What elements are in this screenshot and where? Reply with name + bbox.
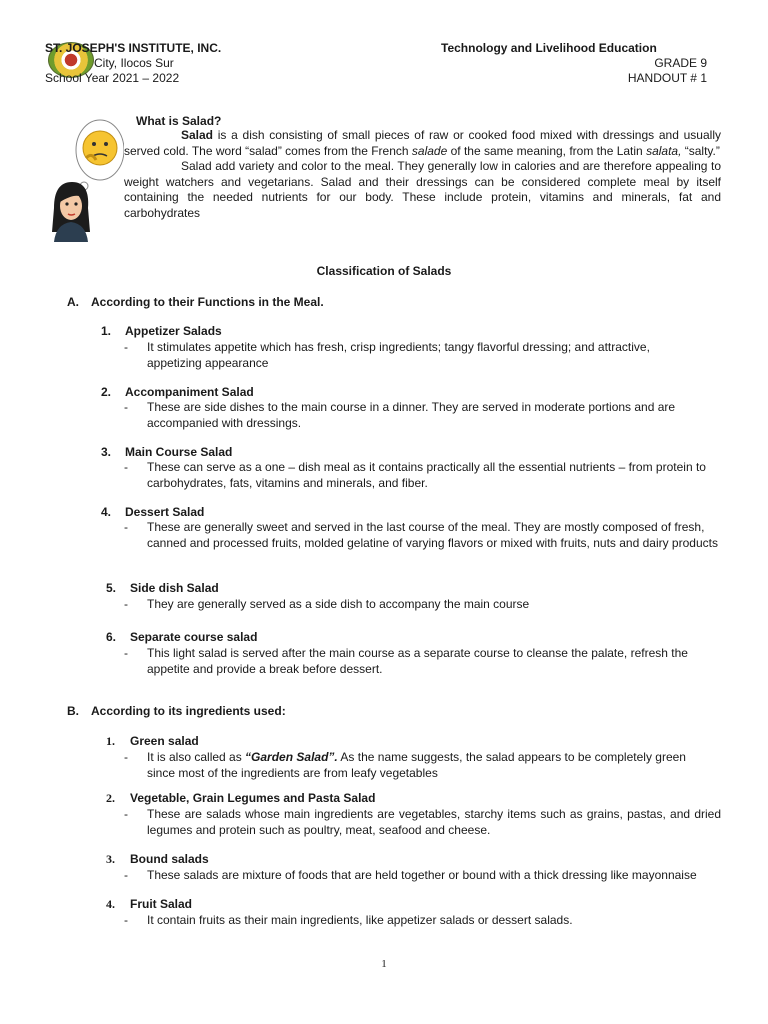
french-word: salade — [411, 143, 448, 158]
girl-avatar-icon — [52, 182, 90, 242]
section-b-item-3-desc — [124, 867, 724, 883]
handout-label: HANDOUT # 1 — [627, 71, 707, 85]
bullet-dash: - — [124, 646, 128, 660]
grade-label: GRADE 9 — [654, 56, 707, 70]
thought-bubble-icon — [76, 120, 125, 197]
section-a-item-1-desc — [124, 339, 704, 371]
item-description-b: As the name suggests, the salad appears to be completely green since most of the ingredients are from leafy vegetables — [147, 750, 686, 780]
item-title: Appetizer Salads — [125, 324, 222, 338]
section-a-item-4-heading — [101, 505, 204, 519]
intro-p1-text-b: of the same meaning, from the Latin — [447, 143, 647, 158]
item-number: 2. — [106, 791, 115, 805]
section-a-item-5-heading — [106, 581, 219, 595]
item-title: Main Course Salad — [125, 445, 233, 459]
page-number: 1 — [381, 958, 387, 970]
bullet-dash: - — [124, 340, 128, 354]
item-number: 3. — [101, 445, 112, 459]
section-a-item-5-desc — [124, 596, 729, 612]
section-a-item-6-heading — [106, 630, 257, 644]
intro-text — [124, 128, 721, 221]
item-number: 5. — [106, 581, 117, 595]
school-city: City, Ilocos Sur — [94, 56, 174, 70]
item-title: Fruit Salad — [130, 897, 193, 911]
intro-paragraph-2: Salad add variety and color to the meal. They generally low in calories and are therefore appealing to weight watchers and vegetarians. Salad and their dressings can be considered complete meal by itself containing the needed nutrients for our body. These include protein, vitamins and minerals, fat and carbohydrates — [124, 159, 721, 220]
section-a-item-3-desc — [124, 459, 729, 491]
item-number: 2. — [101, 385, 112, 399]
bullet-dash: - — [124, 597, 128, 611]
section-a-item-4-desc — [124, 519, 729, 551]
section-b-title: According to its ingredients used: — [91, 704, 286, 718]
item-number: 1. — [106, 734, 115, 748]
item-title: Side dish Salad — [130, 581, 219, 595]
item-description: This light salad is served after the main course as a separate course to cleanse the palate, refresh the appetite and provide a break before dessert. — [147, 646, 688, 676]
item-description-a: It is also called as — [147, 750, 246, 764]
section-b-item-4-heading — [106, 897, 192, 912]
section-b-item-2-heading — [106, 791, 375, 806]
section-b-item-3-heading — [106, 852, 209, 867]
bullet-dash: - — [124, 868, 128, 882]
section-a-item-2-heading — [101, 385, 254, 399]
subject-title: Technology and Livelihood Education — [441, 41, 657, 55]
section-a-letter: A. — [67, 295, 79, 309]
thinking-girl-illustration — [48, 112, 124, 242]
section-a-item-6-desc — [124, 645, 714, 677]
item-title: Accompaniment Salad — [125, 385, 254, 399]
section-a-item-2-desc — [124, 399, 704, 431]
bullet-dash: - — [124, 400, 128, 414]
item-title: Vegetable, Grain Legumes and Pasta Salad — [130, 791, 376, 805]
school-name: ST. JOSEPH'S INSTITUTE, INC. — [45, 41, 222, 55]
section-a-title: According to their Functions in the Meal. — [91, 295, 324, 309]
section-b-heading — [67, 704, 286, 718]
bullet-dash: - — [124, 460, 128, 474]
bullet-dash: - — [124, 807, 128, 821]
item-number: 1. — [101, 324, 112, 338]
section-a-item-1-heading — [101, 324, 222, 338]
section-b-item-1-heading — [106, 734, 199, 749]
section-a-heading — [67, 295, 324, 309]
item-description: These are side dishes to the main course in a dinner. They are served in moderate portions and are accompanied with dressings. — [147, 400, 676, 430]
item-description: It stimulates appetite which has fresh, crisp ingredients; tangy flavorful dressing; and attractive, appetizing appearance — [147, 340, 650, 370]
item-description: They are generally served as a side dish to accompany the main course — [147, 597, 530, 611]
latin-word: salata, — [646, 143, 682, 158]
intro-p1-text-a: is a dish consisting of small pieces of raw or cooked food mixed with dressings and usually served cold. The word “salad” comes from the French — [124, 128, 721, 158]
item-title: Green salad — [130, 734, 199, 748]
item-number: 4. — [101, 505, 112, 519]
item-number: 3. — [106, 852, 115, 866]
section-b-item-1-desc — [124, 749, 714, 781]
item-number: 6. — [106, 630, 117, 644]
section-b-letter: B. — [67, 704, 79, 718]
item-description: These are generally sweet and served in the last course of the meal. They are mostly composed of fresh, canned and processed fruits, molded gelatine of varying flavors or mixed with fruits, nuts and dairy products — [147, 520, 718, 550]
intro-paragraph-1 — [124, 128, 721, 159]
section-b-item-4-desc — [124, 912, 724, 928]
item-title: Separate course salad — [130, 630, 258, 644]
item-title: Dessert Salad — [125, 505, 205, 519]
bullet-dash: - — [124, 750, 128, 764]
garden-salad-term: “Garden Salad”. — [245, 750, 338, 764]
item-description: These are salads whose main ingredients are vegetables, starchy items such as grains, pastas, and dried legumes and protein such as poultry, meat, seafood and cheese. — [147, 807, 721, 837]
item-description: These can serve as a one – dish meal as it contains practically all the essential nutrients – from protein to carbohydrates, fats, vitamins and minerals, and fiber. — [147, 460, 706, 490]
item-title: Bound salads — [130, 852, 209, 866]
intro-p1-text-c: “salty.” — [681, 143, 720, 158]
item-description: It contain fruits as their main ingredients, like appetizer salads or dessert salads. — [147, 913, 573, 927]
item-number: 4. — [106, 897, 115, 911]
intro-heading: What is Salad? — [136, 114, 222, 128]
item-description: These salads are mixture of foods that are held together or bound with a thick dressing like mayonnaise — [147, 868, 697, 882]
salad-term: Salad — [181, 128, 214, 142]
classification-title: Classification of Salads — [316, 264, 452, 278]
bullet-dash: - — [124, 913, 128, 927]
bullet-dash: - — [124, 520, 128, 534]
section-a-item-3-heading — [101, 445, 232, 459]
school-year: School Year 2021 – 2022 — [45, 71, 180, 85]
section-b-item-2-desc — [124, 806, 721, 838]
